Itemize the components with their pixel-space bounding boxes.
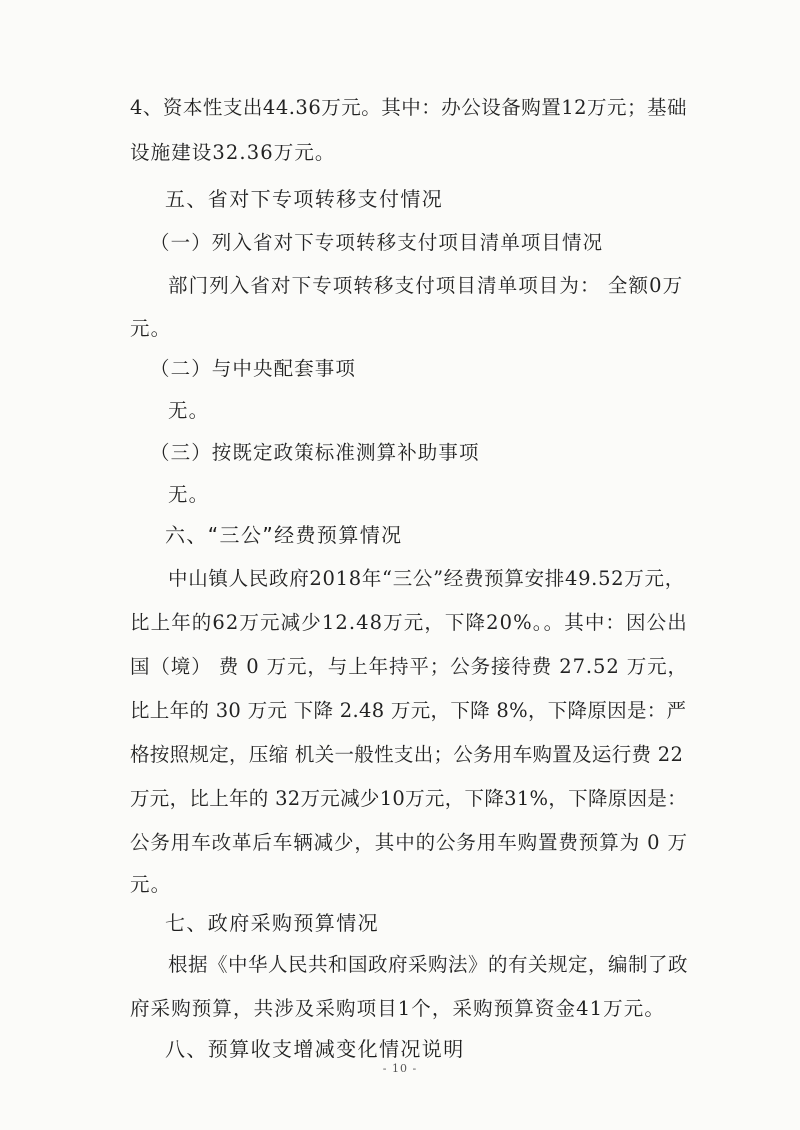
section-heading-8: 八、预算收支增减变化情况说明 <box>165 1037 465 1061</box>
section-heading-7: 七、政府采购预算情况 <box>165 911 379 935</box>
paragraph-capital-expenditure-line-1: 4、资本性支出44.36万元。其中：办公设备购置12万元；基础 <box>130 96 688 119</box>
section-heading-5: 五、省对下专项转移支付情况 <box>165 187 444 211</box>
subsection-heading-2: （二）与中央配套事项 <box>150 357 357 380</box>
paragraph-procurement-line-1: 根据《中华人民共和国政府采购法》的有关规定，编制了政 <box>168 953 689 976</box>
paragraph-three-public-line-6: 万元，比上年的 32万元减少10万元，下降31%，下降原因是： <box>130 787 687 810</box>
paragraph-central-matching: 无。 <box>168 399 210 422</box>
paragraph-subsidy: 无。 <box>168 483 210 506</box>
paragraph-three-public-line-2: 比上年的62万元减少12.48万元，下降20%。。其中：因公出 <box>130 611 688 634</box>
subsection-heading-3: （三）按既定政策标准测算补助事项 <box>150 441 480 464</box>
paragraph-capital-expenditure-line-2: 设施建设32.36万元。 <box>130 141 336 164</box>
paragraph-three-public-line-5: 格按照规定，压缩 机关一般性支出；公务用车购置及运行费 22 <box>130 743 684 766</box>
paragraph-three-public-line-1: 中山镇人民政府2018年“三公”经费预算安排49.52万元， <box>168 567 685 590</box>
page-number: - 10 - <box>382 1062 418 1075</box>
paragraph-three-public-line-7: 公务用车改革后车辆减少，其中的公务用车购置费预算为 0 万 <box>130 831 688 854</box>
paragraph-procurement-line-2: 府采购预算，共涉及采购项目1个，采购预算资金41万元。 <box>130 997 665 1020</box>
paragraph-three-public-line-3: 国（境） 费 0 万元，与上年持平；公务接待费 27.52 万元， <box>130 655 688 678</box>
paragraph-transfer-line-1: 部门列入省对下专项转移支付项目清单项目为： 全额0万 <box>168 274 684 297</box>
subsection-heading-1: （一）列入省对下专项转移支付项目清单项目情况 <box>150 231 604 254</box>
paragraph-three-public-line-8: 元。 <box>130 873 172 896</box>
paragraph-three-public-line-4: 比上年的 30 万元 下降 2.48 万元，下降 8%，下降原因是：严 <box>130 699 687 722</box>
section-heading-6: 六、“三公”经费预算情况 <box>165 523 403 547</box>
paragraph-transfer-line-2: 元。 <box>130 317 172 340</box>
